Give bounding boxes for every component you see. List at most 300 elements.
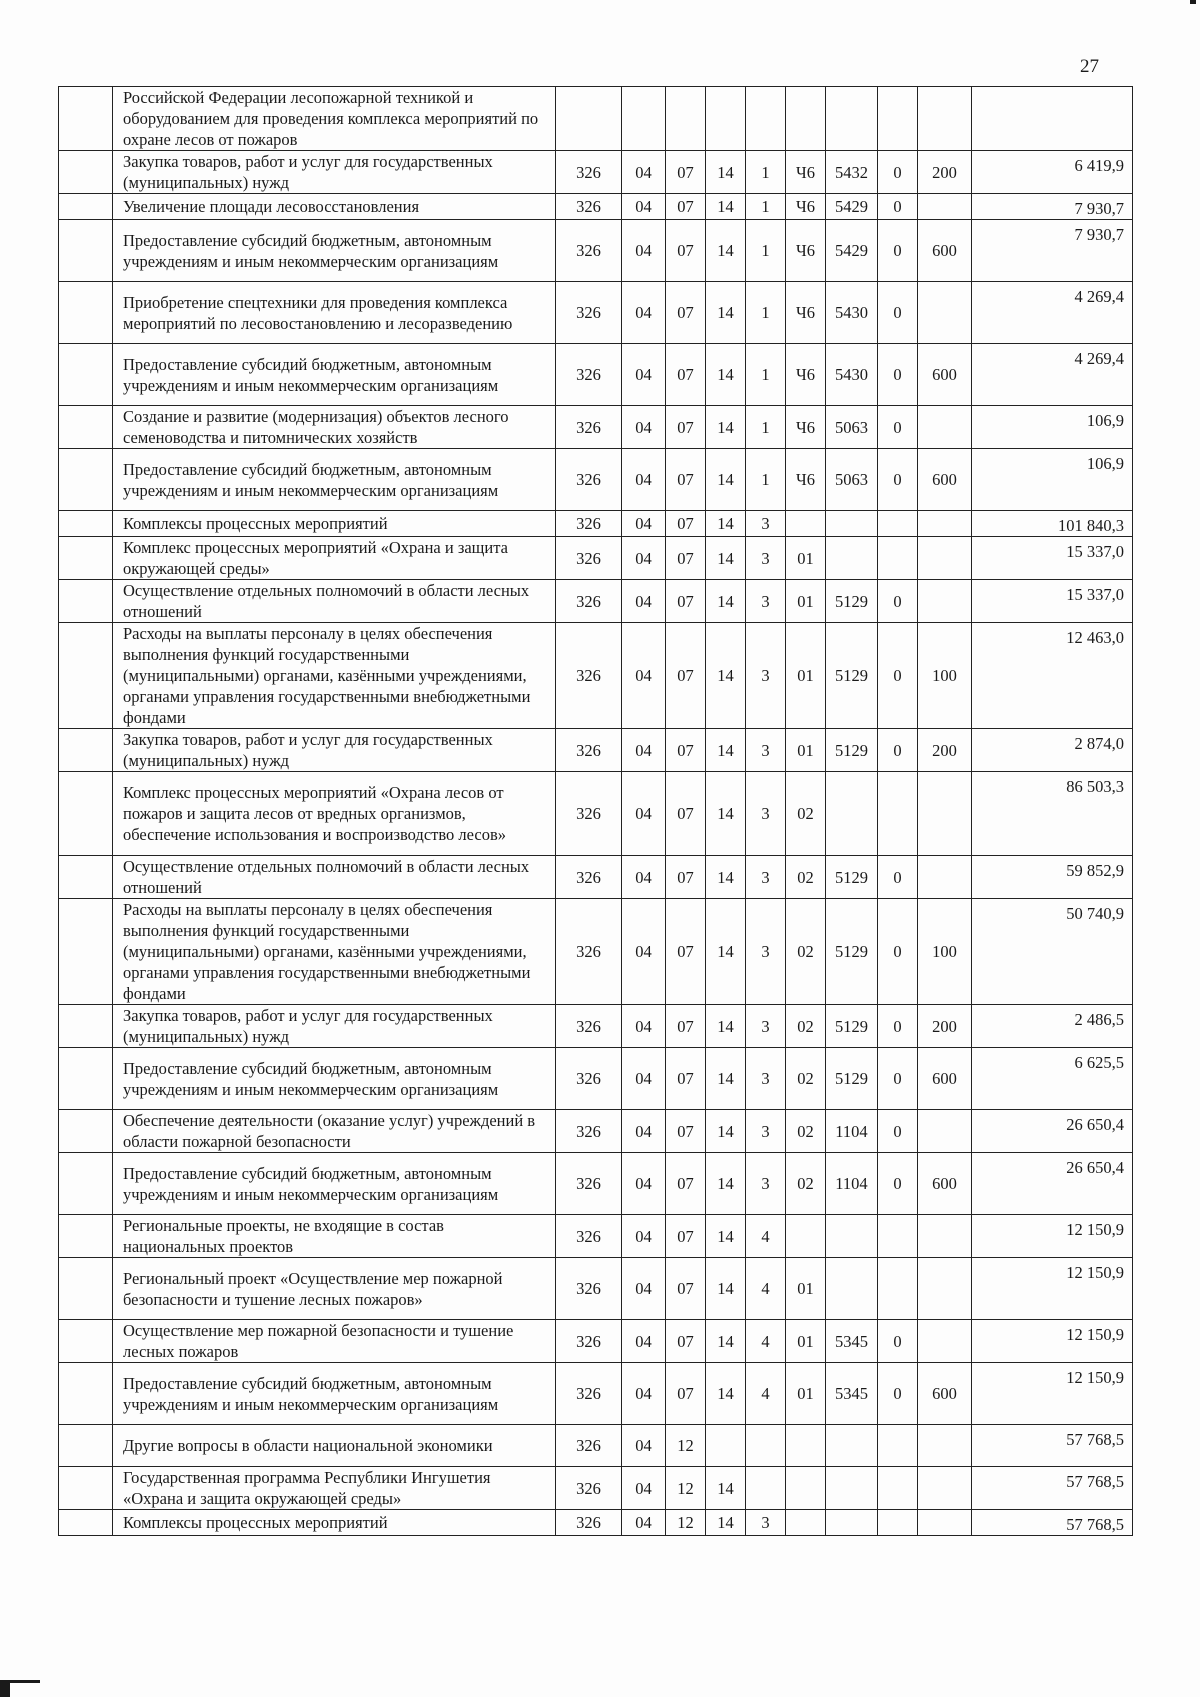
row-code-cell-c1: 326 [556,623,622,729]
row-code-cell-c2: 04 [622,1510,666,1536]
row-code-cell-c3: 07 [666,344,706,406]
row-code-cell-c1: 326 [556,194,622,220]
row-code-cell-c9 [918,1320,972,1363]
row-code-cell-c2: 04 [622,1363,666,1425]
row-sum-cell: 4 269,4 [972,282,1133,344]
row-code-cell-c5: 3 [746,1153,786,1215]
row-code-cell-c2: 04 [622,537,666,580]
row-code-cell-c9 [918,1258,972,1320]
row-code-cell-c9: 600 [918,220,972,282]
row-code-cell-c8 [878,1258,918,1320]
row-sum-cell: 15 337,0 [972,580,1133,623]
row-code-cell-c2: 04 [622,856,666,899]
row-code-cell-c1: 326 [556,1110,622,1153]
table-row [59,537,1133,580]
row-code-cell-c2: 04 [622,1048,666,1110]
row-code-cell-c8 [878,1510,918,1536]
row-code-cell-c4 [706,87,746,151]
row-code-cell-c9 [918,1215,972,1258]
row-code-cell-c7 [826,511,878,537]
row-code-cell-c7: 5129 [826,580,878,623]
row-code-cell-c5: 3 [746,623,786,729]
row-code-cell-c3: 07 [666,151,706,194]
row-sum-cell [972,87,1133,151]
row-code-cell-c8: 0 [878,344,918,406]
row-code-cell-c1: 326 [556,1510,622,1536]
row-code-cell-c8 [878,1425,918,1467]
row-code-cell-c5: 3 [746,1005,786,1048]
table-row [59,856,1133,899]
row-sum-cell: 12 150,9 [972,1258,1133,1320]
row-code-cell-c7 [826,87,878,151]
row-code-cell-c8: 0 [878,449,918,511]
scan-edge-mark [1190,0,1196,4]
row-code-cell-c7: 5129 [826,899,878,1005]
table-row [59,220,1133,282]
row-code-cell-c3: 07 [666,1320,706,1363]
row-code-cell-c5: 1 [746,282,786,344]
row-code-cell-c4: 14 [706,511,746,537]
row-code-cell-c6 [786,87,826,151]
row-blank-cell [59,1320,113,1363]
row-code-cell-c5 [746,1425,786,1467]
row-code-cell-c7 [826,1510,878,1536]
row-name-cell: Создание и развитие (модернизация) объектов лесного семеноводства и питомнических хозяйств [113,406,556,449]
row-blank-cell [59,1510,113,1536]
row-code-cell-c8 [878,537,918,580]
row-code-cell-c5: 1 [746,344,786,406]
row-blank-cell [59,1215,113,1258]
row-code-cell-c6: 01 [786,580,826,623]
row-code-cell-c1: 326 [556,729,622,772]
row-code-cell-c2: 04 [622,1425,666,1467]
row-sum-cell: 106,9 [972,449,1133,511]
row-code-cell-c8: 0 [878,1048,918,1110]
row-code-cell-c8 [878,1467,918,1510]
row-blank-cell [59,856,113,899]
row-code-cell-c5: 3 [746,1048,786,1110]
row-code-cell-c5: 4 [746,1258,786,1320]
row-code-cell-c3: 07 [666,1258,706,1320]
row-code-cell-c7 [826,1258,878,1320]
row-code-cell-c3: 07 [666,537,706,580]
row-code-cell-c4: 14 [706,449,746,511]
row-name-cell: Предоставление субсидий бюджетным, автономным учреждениям и иным некоммерческим организациям [113,1153,556,1215]
row-sum-cell: 86 503,3 [972,772,1133,856]
table-row [59,1215,1133,1258]
row-code-cell-c6: 02 [786,1005,826,1048]
table-row [59,511,1133,537]
row-code-cell-c6 [786,511,826,537]
row-code-cell-c2: 04 [622,623,666,729]
table-row [59,580,1133,623]
row-code-cell-c8: 0 [878,406,918,449]
row-code-cell-c6: Ч6 [786,449,826,511]
row-code-cell-c9: 600 [918,1153,972,1215]
row-code-cell-c1: 326 [556,537,622,580]
row-code-cell-c1: 326 [556,856,622,899]
row-blank-cell [59,344,113,406]
row-name-cell: Закупка товаров, работ и услуг для государственных (муниципальных) нужд [113,1005,556,1048]
row-sum-cell: 12 150,9 [972,1320,1133,1363]
row-code-cell-c8 [878,1215,918,1258]
row-code-cell-c2: 04 [622,344,666,406]
row-code-cell-c7: 5345 [826,1320,878,1363]
row-code-cell-c5: 1 [746,449,786,511]
row-code-cell-c3: 07 [666,729,706,772]
row-code-cell-c9: 100 [918,623,972,729]
row-code-cell-c4: 14 [706,220,746,282]
row-code-cell-c7 [826,772,878,856]
row-code-cell-c6: 01 [786,1320,826,1363]
row-code-cell-c9 [918,580,972,623]
row-code-cell-c6: Ч6 [786,151,826,194]
row-blank-cell [59,220,113,282]
row-code-cell-c6: 02 [786,772,826,856]
row-code-cell-c1: 326 [556,1215,622,1258]
row-code-cell-c7: 5432 [826,151,878,194]
row-code-cell-c6: 02 [786,1110,826,1153]
table-row [59,282,1133,344]
row-blank-cell [59,282,113,344]
row-code-cell-c1: 326 [556,1320,622,1363]
row-code-cell-c5: 3 [746,772,786,856]
row-code-cell-c9 [918,1425,972,1467]
row-sum-cell: 12 150,9 [972,1363,1133,1425]
row-blank-cell [59,1425,113,1467]
row-code-cell-c6: Ч6 [786,282,826,344]
row-code-cell-c2: 04 [622,899,666,1005]
row-code-cell-c8: 0 [878,1153,918,1215]
row-code-cell-c7 [826,1425,878,1467]
row-code-cell-c6: Ч6 [786,194,826,220]
row-code-cell-c4: 14 [706,1110,746,1153]
row-code-cell-c3: 12 [666,1425,706,1467]
row-code-cell-c2 [622,87,666,151]
scan-corner-line [0,1680,40,1683]
table-row [59,1258,1133,1320]
row-code-cell-c2: 04 [622,511,666,537]
row-code-cell-c1: 326 [556,1258,622,1320]
row-code-cell-c5: 3 [746,537,786,580]
row-code-cell-c7 [826,1215,878,1258]
row-code-cell-c2: 04 [622,406,666,449]
row-code-cell-c6: 01 [786,729,826,772]
row-sum-cell: 2 874,0 [972,729,1133,772]
row-code-cell-c9 [918,87,972,151]
row-code-cell-c2: 04 [622,1153,666,1215]
row-sum-cell: 6 419,9 [972,151,1133,194]
row-name-cell: Осуществление мер пожарной безопасности и тушение лесных пожаров [113,1320,556,1363]
row-name-cell: Комплексы процессных мероприятий [113,511,556,537]
row-code-cell-c6: Ч6 [786,406,826,449]
row-sum-cell: 106,9 [972,406,1133,449]
row-code-cell-c9 [918,194,972,220]
row-code-cell-c9 [918,1510,972,1536]
row-code-cell-c2: 04 [622,282,666,344]
row-name-cell: Предоставление субсидий бюджетным, автономным учреждениям и иным некоммерческим организациям [113,344,556,406]
row-code-cell-c1: 326 [556,511,622,537]
row-sum-cell: 57 768,5 [972,1510,1133,1536]
row-code-cell-c5: 1 [746,220,786,282]
row-blank-cell [59,87,113,151]
row-code-cell-c5: 3 [746,511,786,537]
row-blank-cell [59,406,113,449]
row-code-cell-c8: 0 [878,194,918,220]
row-code-cell-c9 [918,511,972,537]
row-sum-cell: 12 150,9 [972,1215,1133,1258]
row-code-cell-c3: 07 [666,282,706,344]
row-code-cell-c6: 01 [786,1258,826,1320]
row-code-cell-c1 [556,87,622,151]
row-code-cell-c5: 1 [746,194,786,220]
table-row [59,1467,1133,1510]
row-code-cell-c5 [746,1467,786,1510]
row-code-cell-c6: 02 [786,856,826,899]
row-name-cell: Государственная программа Республики Ингушетия «Охрана и защита окружающей среды» [113,1467,556,1510]
row-code-cell-c9 [918,537,972,580]
row-code-cell-c6: Ч6 [786,220,826,282]
row-code-cell-c4: 14 [706,1048,746,1110]
row-code-cell-c7: 5430 [826,344,878,406]
row-name-cell: Региональные проекты, не входящие в состав национальных проектов [113,1215,556,1258]
row-code-cell-c6: 02 [786,899,826,1005]
row-code-cell-c2: 04 [622,729,666,772]
row-code-cell-c6 [786,1467,826,1510]
row-code-cell-c8: 0 [878,220,918,282]
row-code-cell-c4: 14 [706,1467,746,1510]
table-row [59,1510,1133,1536]
row-code-cell-c8: 0 [878,282,918,344]
row-code-cell-c6: 01 [786,537,826,580]
row-code-cell-c3: 07 [666,580,706,623]
row-code-cell-c7: 1104 [826,1153,878,1215]
row-code-cell-c4: 14 [706,1005,746,1048]
row-code-cell-c2: 04 [622,1467,666,1510]
row-name-cell: Закупка товаров, работ и услуг для государственных (муниципальных) нужд [113,151,556,194]
row-code-cell-c9 [918,406,972,449]
row-code-cell-c3: 07 [666,194,706,220]
row-code-cell-c7: 5129 [826,729,878,772]
row-code-cell-c5: 1 [746,151,786,194]
row-code-cell-c7: 5429 [826,194,878,220]
row-code-cell-c7: 5429 [826,220,878,282]
row-name-cell: Обеспечение деятельности (оказание услуг) учреждений в области пожарной безопасности [113,1110,556,1153]
row-blank-cell [59,537,113,580]
table-row [59,1320,1133,1363]
table-row [59,1153,1133,1215]
row-blank-cell [59,1153,113,1215]
row-name-cell: Увеличение площади лесовосстановления [113,194,556,220]
table-row [59,87,1133,151]
row-code-cell-c2: 04 [622,1320,666,1363]
row-code-cell-c4: 14 [706,899,746,1005]
row-code-cell-c8: 0 [878,151,918,194]
row-code-cell-c4: 14 [706,344,746,406]
row-code-cell-c2: 04 [622,1005,666,1048]
table-row [59,1048,1133,1110]
row-blank-cell [59,1110,113,1153]
row-code-cell-c8 [878,87,918,151]
row-sum-cell: 57 768,5 [972,1425,1133,1467]
row-code-cell-c4: 14 [706,580,746,623]
row-blank-cell [59,194,113,220]
row-code-cell-c4: 14 [706,1258,746,1320]
row-sum-cell: 26 650,4 [972,1153,1133,1215]
row-code-cell-c3: 07 [666,772,706,856]
row-code-cell-c7: 5063 [826,449,878,511]
row-code-cell-c3: 07 [666,1005,706,1048]
row-code-cell-c1: 326 [556,449,622,511]
row-code-cell-c6 [786,1510,826,1536]
row-code-cell-c2: 04 [622,194,666,220]
row-code-cell-c6 [786,1215,826,1258]
row-code-cell-c5: 3 [746,580,786,623]
row-code-cell-c5: 3 [746,899,786,1005]
row-code-cell-c3: 07 [666,449,706,511]
table-row [59,772,1133,856]
row-blank-cell [59,151,113,194]
row-code-cell-c3: 07 [666,856,706,899]
row-code-cell-c8: 0 [878,856,918,899]
row-code-cell-c1: 326 [556,580,622,623]
row-code-cell-c9 [918,1467,972,1510]
row-code-cell-c2: 04 [622,772,666,856]
row-code-cell-c7: 5430 [826,282,878,344]
row-code-cell-c4: 14 [706,856,746,899]
row-code-cell-c4: 14 [706,1320,746,1363]
row-code-cell-c5: 4 [746,1215,786,1258]
table-row [59,729,1133,772]
row-sum-cell: 101 840,3 [972,511,1133,537]
row-sum-cell: 7 930,7 [972,220,1133,282]
row-code-cell-c7: 5129 [826,856,878,899]
row-code-cell-c2: 04 [622,1110,666,1153]
row-name-cell: Комплекс процессных мероприятий «Охрана и защита окружающей среды» [113,537,556,580]
row-blank-cell [59,580,113,623]
row-code-cell-c3: 07 [666,1215,706,1258]
row-code-cell-c7: 5063 [826,406,878,449]
row-sum-cell: 6 625,5 [972,1048,1133,1110]
row-code-cell-c5 [746,87,786,151]
row-code-cell-c7: 1104 [826,1110,878,1153]
row-code-cell-c9: 200 [918,1005,972,1048]
row-code-cell-c3: 12 [666,1510,706,1536]
row-name-cell: Предоставление субсидий бюджетным, автономным учреждениям и иным некоммерческим организациям [113,1363,556,1425]
row-code-cell-c4: 14 [706,151,746,194]
row-code-cell-c6: 02 [786,1048,826,1110]
row-code-cell-c1: 326 [556,344,622,406]
row-code-cell-c9: 200 [918,729,972,772]
row-code-cell-c9: 600 [918,344,972,406]
row-code-cell-c2: 04 [622,220,666,282]
row-code-cell-c9: 600 [918,1048,972,1110]
row-blank-cell [59,511,113,537]
row-code-cell-c8: 0 [878,1110,918,1153]
row-code-cell-c1: 326 [556,1467,622,1510]
row-code-cell-c9: 600 [918,449,972,511]
row-code-cell-c5: 4 [746,1320,786,1363]
row-code-cell-c7: 5129 [826,623,878,729]
row-name-cell: Осуществление отдельных полномочий в области лесных отношений [113,856,556,899]
row-code-cell-c3: 07 [666,220,706,282]
row-sum-cell: 15 337,0 [972,537,1133,580]
table-row [59,151,1133,194]
row-code-cell-c3: 07 [666,1110,706,1153]
row-code-cell-c9 [918,1110,972,1153]
row-code-cell-c4: 14 [706,772,746,856]
row-code-cell-c3: 07 [666,1363,706,1425]
row-name-cell: Другие вопросы в области национальной экономики [113,1425,556,1467]
row-code-cell-c5: 3 [746,1110,786,1153]
row-name-cell: Приобретение спецтехники для проведения комплекса мероприятий по лесовостановлению и лесоразведению [113,282,556,344]
row-code-cell-c6: 01 [786,623,826,729]
row-name-cell: Комплексы процессных мероприятий [113,1510,556,1536]
row-code-cell-c4: 14 [706,406,746,449]
row-code-cell-c8: 0 [878,729,918,772]
row-name-cell: Предоставление субсидий бюджетным, автономным учреждениям и иным некоммерческим организациям [113,220,556,282]
row-code-cell-c6: Ч6 [786,344,826,406]
row-code-cell-c9 [918,856,972,899]
row-code-cell-c5: 1 [746,406,786,449]
row-code-cell-c2: 04 [622,580,666,623]
row-code-cell-c4: 14 [706,194,746,220]
row-name-cell: Предоставление субсидий бюджетным, автономным учреждениям и иным некоммерческим организациям [113,449,556,511]
row-code-cell-c8: 0 [878,1005,918,1048]
row-code-cell-c2: 04 [622,1215,666,1258]
row-code-cell-c3: 07 [666,1048,706,1110]
table-body [59,87,1133,1536]
row-code-cell-c8: 0 [878,1320,918,1363]
row-sum-cell: 50 740,9 [972,899,1133,1005]
row-code-cell-c4: 14 [706,1215,746,1258]
row-code-cell-c1: 326 [556,1048,622,1110]
row-code-cell-c4: 14 [706,623,746,729]
row-code-cell-c4: 14 [706,282,746,344]
row-code-cell-c7: 5345 [826,1363,878,1425]
row-name-cell: Предоставление субсидий бюджетным, автономным учреждениям и иным некоммерческим организациям [113,1048,556,1110]
row-code-cell-c1: 326 [556,1005,622,1048]
row-sum-cell: 26 650,4 [972,1110,1133,1153]
row-code-cell-c4 [706,1425,746,1467]
row-blank-cell [59,449,113,511]
budget-table [58,86,1133,1536]
row-blank-cell [59,623,113,729]
row-code-cell-c7: 5129 [826,1048,878,1110]
table-row [59,194,1133,220]
row-code-cell-c8: 0 [878,899,918,1005]
row-code-cell-c1: 326 [556,406,622,449]
row-code-cell-c9: 100 [918,899,972,1005]
row-sum-cell: 57 768,5 [972,1467,1133,1510]
row-code-cell-c1: 326 [556,151,622,194]
row-code-cell-c8 [878,772,918,856]
row-blank-cell [59,729,113,772]
row-blank-cell [59,1467,113,1510]
row-code-cell-c7 [826,537,878,580]
row-code-cell-c2: 04 [622,151,666,194]
row-code-cell-c1: 326 [556,1425,622,1467]
row-blank-cell [59,1363,113,1425]
row-code-cell-c6: 02 [786,1153,826,1215]
table-row [59,449,1133,511]
row-code-cell-c8: 0 [878,623,918,729]
row-code-cell-c5: 3 [746,729,786,772]
row-name-cell: Закупка товаров, работ и услуг для государственных (муниципальных) нужд [113,729,556,772]
row-code-cell-c3: 07 [666,511,706,537]
row-code-cell-c5: 3 [746,1510,786,1536]
row-code-cell-c3: 12 [666,1467,706,1510]
